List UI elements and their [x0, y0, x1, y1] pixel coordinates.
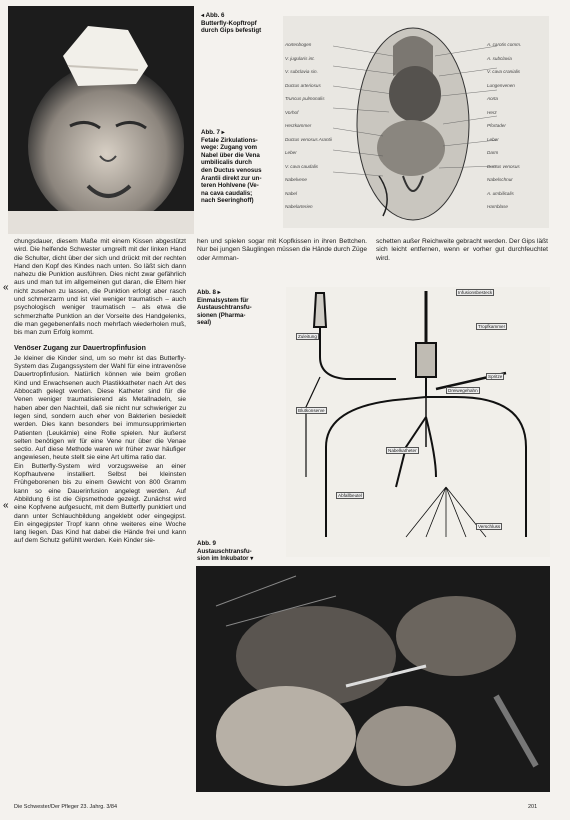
anatomy-label: Harnblase: [487, 204, 508, 209]
page-footer-left: Die Schwester/Der Pfleger 23. Jahrg. 3/84: [14, 804, 118, 810]
anatomy-label: V. cava caudalis: [285, 163, 319, 169]
page-number: 201: [528, 804, 538, 810]
anatomy-label: Leber: [285, 150, 297, 155]
column1-paragraph-1: chungsdauer, diesem Maße mit einem Kissen abgestützt wird. Die helfende Schwester umgreift mit der linken Hand die Schulter, dicht über der sich und drückt mit der rechten Hand den Kopf des Kindes nach unten. So läßt sich dann nahezu die Punktion ausführen. Dies nicht zwar gefährlich aus und man tut im allgemeinen gut daran, die Eltern hier nicht zusehen zu lassen, die Punktion erfolgt aber rasch und schmerzarm und ist viel weniger traumatisch – auch psychologisch weniger traumatisch – als etwa die schmerzhafte Punktion an der Vorseite des Handgelenks, die man gegebenenfalls noch mehrfach wiederholen muß, bis man zum Erfolg kommt.: [14, 238, 186, 337]
anatomy-label: V. cava cranialis: [487, 69, 521, 74]
anatomy-label: Darm: [487, 150, 499, 155]
margin-arrow-icon: «: [3, 500, 9, 511]
anatomy-labels-right: [487, 16, 549, 228]
column1-paragraph-3: Ein Butterfly-System wird vorzugsweise an einer Kopfhautvene installiert. Selbst bei kleinsten Frühgeborenen bis zu einem Gewicht von 800 Gramm kann so eine Dauerinfusion angelegt werden. Auf Abbildung 6 ist die Gipsmethode gezeigt. Zunächst wird eine Kopfvene aufgesucht, mit dem Butterfly punktiert und dann unter Schlauchbildung angeklebt oder eingegipst. Ein eingegipster Tropf kann ohne weiteres eine Woche lang liegen. Das Kind hat dabei die Hände frei und kann auf dem Schutz gefühlt werden. Kein Kinder sie-: [14, 462, 186, 545]
anatomy-label: Herz: [487, 109, 497, 115]
anatomy-label: Truncus pulmonalis: [285, 96, 325, 101]
fetal-circulation-diagram: [283, 16, 549, 228]
transfusion-system-diagram: [286, 287, 550, 557]
column3-paragraph-1: schetten außer Reichweite gebracht werden. Der Gips läßt sich leicht entfernen, wenn er vorher gut durchfeuchtet wird.: [376, 238, 548, 262]
anatomy-label: Nabelschnur: [487, 177, 513, 182]
caption-abb8: Abb. 8 ▸ Einmalsystem für Austauschtransfu- sionen (Pharma- seal): [197, 289, 252, 327]
anatomy-label: A. carotis comm.: [487, 42, 522, 47]
caption-abb9: Abb. 9 Austauschtransfu- sion im Inkubator ▾: [197, 540, 254, 563]
column2-paragraph-1: hen und spielen sogar mit Kopfkissen in ihren Bettchen. Nur bei jungen Säuglingen müssen die Hände durch Züge oder Armman-: [197, 238, 367, 262]
device-label: Tropfkammer: [478, 324, 506, 329]
device-label: Abfallbeutel: [338, 493, 363, 498]
anatomy-label: Vorhof: [285, 109, 299, 115]
incubator-photo-drawing: [196, 566, 550, 792]
text-column-3: [376, 238, 548, 263]
photo-infant-head: [8, 6, 194, 234]
anatomy-label: A. umbilicalis: [487, 190, 514, 196]
anatomy-label: Ductus venosus: [487, 163, 520, 169]
section-heading: Venöser Zugang zur Dauertropfinfusion: [14, 344, 146, 352]
device-label: Dreiwegehahn: [448, 388, 478, 393]
infant-photo-drawing: [8, 6, 194, 234]
anatomy-label: Aorta: [487, 96, 498, 101]
device-label: Blutkonserve: [298, 408, 325, 413]
anatomy-label: Ductus venosus Arantii: [285, 136, 332, 142]
margin-arrow-icon: «: [3, 282, 9, 293]
anatomy-label: Nabel: [285, 190, 298, 196]
photo-incubator-transfusion: [196, 566, 550, 792]
text-column-1: [14, 238, 186, 546]
caption-abb6: ◂ Abb. 6 Butterfly-Kopftropf durch Gips befestigt: [201, 12, 262, 35]
anatomy-label: V. jugularis int.: [285, 55, 315, 61]
anatomy-label: Lungenvenen: [487, 82, 515, 88]
anatomy-label: A. subclavia: [487, 55, 512, 61]
anatomy-label: Pfortader: [487, 123, 506, 128]
anatomy-label: Leber: [487, 136, 499, 142]
anatomy-labels-left: [285, 16, 345, 228]
anatomy-label: Nabelarterien: [285, 204, 313, 209]
device-label: Zuleitung: [298, 334, 317, 339]
device-label: Verschluss: [478, 524, 501, 529]
anatomy-label: Ductus arteriosus: [285, 82, 321, 88]
device-label: Spritze: [488, 374, 503, 379]
column1-paragraph-2: Je kleiner die Kinder sind, um so mehr ist das Butterfly-System das Zugangssystem der Wahl für eine intravenöse Dauertropfinfusion. Natürlich können wie beim großen Kind und Erwachsenen auch Plastikkatheter nach Art des Abbocath gelegt werden. Diese Katheter sind für die Venen weniger traumatisierend als Metallnadeln, sie haben aber den Nachteil, daß sie nicht nur schwieriger zu legen sind, sondern auch eher von Bakterien besiedelt werden. Dies kann besonders bei immunsupprimierten Patienten (Leukämie) eine Rolle spielen. Nur äußerst selten benötigen wir für eine Vene nur über die Venae sectio. Auf diese Methode waren wir früher zwar häufiger angewiesen, heute stellt sie eine Art ultima ratio dar.: [14, 354, 186, 462]
anatomy-label: Herzkammer: [285, 123, 312, 128]
anatomy-label: Aortenbogen: [285, 42, 312, 47]
text-column-2: [197, 238, 367, 263]
device-label: Nabelkatheter: [388, 448, 417, 453]
anatomy-label: Nabelvene: [285, 177, 307, 182]
caption-abb7: Abb. 7 ▸ Fetale Zirkulations- wege: Zugang vom Nabel über die Vena umbilicalis durch den Ductus venosus Arantii direkt zur un- teren Hohlvene (Ve- na cava caudalis; nach Seeringhoff): [201, 129, 262, 205]
anatomy-label: V. subclavia sin.: [285, 69, 318, 74]
device-label: Infusionsbesteck: [458, 290, 493, 295]
device-labels: [286, 287, 550, 557]
